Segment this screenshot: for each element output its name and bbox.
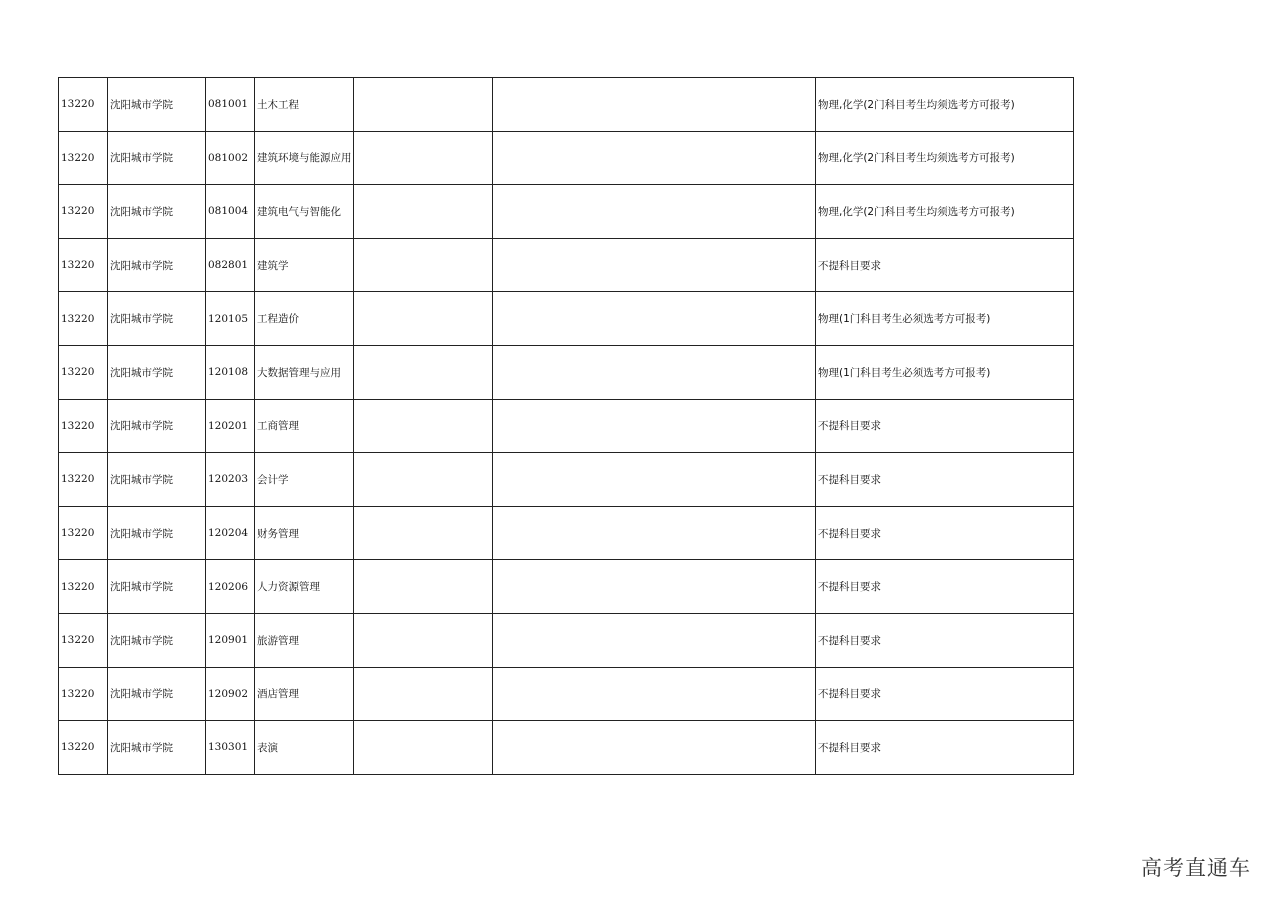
institution-code-cell: 13220 bbox=[59, 721, 108, 775]
table-row bbox=[59, 453, 1074, 507]
major-code-cell: 081001 bbox=[206, 78, 255, 132]
empty-cell bbox=[354, 667, 493, 721]
institution-name-cell: 沈阳城市学院 bbox=[108, 78, 206, 132]
institution-code-cell: 13220 bbox=[59, 613, 108, 667]
institution-code-cell: 13220 bbox=[59, 185, 108, 239]
institution-code-cell: 13220 bbox=[59, 345, 108, 399]
subject-requirement-cell: 不提科目要求 bbox=[816, 721, 1074, 775]
subject-requirement-cell: 物理(1门科目考生必须选考方可报考) bbox=[816, 345, 1074, 399]
empty-cell bbox=[354, 560, 493, 614]
major-name-cell: 旅游管理 bbox=[255, 613, 354, 667]
table-row bbox=[59, 506, 1074, 560]
major-code-cell: 120105 bbox=[206, 292, 255, 346]
institution-code-cell: 13220 bbox=[59, 667, 108, 721]
subject-requirement-cell: 不提科目要求 bbox=[816, 667, 1074, 721]
institution-name-cell: 沈阳城市学院 bbox=[108, 667, 206, 721]
major-name-cell: 大数据管理与应用 bbox=[255, 345, 354, 399]
empty-cell bbox=[493, 560, 816, 614]
institution-name-cell: 沈阳城市学院 bbox=[108, 238, 206, 292]
table-row bbox=[59, 78, 1074, 132]
major-code-cell: 120201 bbox=[206, 399, 255, 453]
empty-cell bbox=[493, 292, 816, 346]
empty-cell bbox=[354, 721, 493, 775]
institution-code-cell: 13220 bbox=[59, 399, 108, 453]
major-name-cell: 财务管理 bbox=[255, 506, 354, 560]
watermark-text: 高考直通车 bbox=[1141, 856, 1251, 880]
empty-cell bbox=[354, 131, 493, 185]
institution-code-cell: 13220 bbox=[59, 238, 108, 292]
institution-name-cell: 沈阳城市学院 bbox=[108, 185, 206, 239]
empty-cell bbox=[354, 506, 493, 560]
institution-name-cell: 沈阳城市学院 bbox=[108, 345, 206, 399]
empty-cell bbox=[354, 238, 493, 292]
requirements-table bbox=[58, 77, 1074, 775]
subject-requirement-cell: 物理(1门科目考生必须选考方可报考) bbox=[816, 292, 1074, 346]
major-name-cell: 工商管理 bbox=[255, 399, 354, 453]
empty-cell bbox=[493, 78, 816, 132]
table-row bbox=[59, 667, 1074, 721]
empty-cell bbox=[493, 345, 816, 399]
table-row bbox=[59, 185, 1074, 239]
subject-requirement-cell: 不提科目要求 bbox=[816, 399, 1074, 453]
institution-name-cell: 沈阳城市学院 bbox=[108, 399, 206, 453]
institution-code-cell: 13220 bbox=[59, 506, 108, 560]
major-name-cell: 人力资源管理 bbox=[255, 560, 354, 614]
empty-cell bbox=[493, 399, 816, 453]
subject-requirement-cell: 不提科目要求 bbox=[816, 238, 1074, 292]
major-name-cell: 会计学 bbox=[255, 453, 354, 507]
empty-cell bbox=[354, 292, 493, 346]
empty-cell bbox=[354, 453, 493, 507]
major-code-cell: 081002 bbox=[206, 131, 255, 185]
empty-cell bbox=[493, 667, 816, 721]
empty-cell bbox=[354, 185, 493, 239]
table-row bbox=[59, 238, 1074, 292]
empty-cell bbox=[493, 453, 816, 507]
institution-name-cell: 沈阳城市学院 bbox=[108, 506, 206, 560]
empty-cell bbox=[354, 613, 493, 667]
institution-code-cell: 13220 bbox=[59, 78, 108, 132]
major-code-cell: 120206 bbox=[206, 560, 255, 614]
table-row bbox=[59, 292, 1074, 346]
table-row bbox=[59, 399, 1074, 453]
major-code-cell: 120204 bbox=[206, 506, 255, 560]
major-name-cell: 酒店管理 bbox=[255, 667, 354, 721]
empty-cell bbox=[493, 721, 816, 775]
major-code-cell: 082801 bbox=[206, 238, 255, 292]
institution-name-cell: 沈阳城市学院 bbox=[108, 453, 206, 507]
major-code-cell: 120203 bbox=[206, 453, 255, 507]
major-code-cell: 120902 bbox=[206, 667, 255, 721]
empty-cell bbox=[493, 185, 816, 239]
major-code-cell: 120108 bbox=[206, 345, 255, 399]
subject-requirement-cell: 物理,化学(2门科目考生均须选考方可报考) bbox=[816, 131, 1074, 185]
major-name-cell: 建筑环境与能源应用 bbox=[255, 131, 354, 185]
table-row bbox=[59, 560, 1074, 614]
institution-name-cell: 沈阳城市学院 bbox=[108, 292, 206, 346]
major-code-cell: 120901 bbox=[206, 613, 255, 667]
subject-requirement-cell: 物理,化学(2门科目考生均须选考方可报考) bbox=[816, 78, 1074, 132]
major-name-cell: 工程造价 bbox=[255, 292, 354, 346]
institution-code-cell: 13220 bbox=[59, 560, 108, 614]
empty-cell bbox=[354, 399, 493, 453]
institution-name-cell: 沈阳城市学院 bbox=[108, 560, 206, 614]
subject-requirement-cell: 不提科目要求 bbox=[816, 613, 1074, 667]
subject-requirement-cell: 不提科目要求 bbox=[816, 506, 1074, 560]
subject-requirement-cell: 不提科目要求 bbox=[816, 453, 1074, 507]
table-row bbox=[59, 721, 1074, 775]
major-name-cell: 建筑电气与智能化 bbox=[255, 185, 354, 239]
subject-requirement-cell: 物理,化学(2门科目考生均须选考方可报考) bbox=[816, 185, 1074, 239]
empty-cell bbox=[354, 78, 493, 132]
table-row bbox=[59, 131, 1074, 185]
institution-name-cell: 沈阳城市学院 bbox=[108, 613, 206, 667]
institution-code-cell: 13220 bbox=[59, 453, 108, 507]
institution-name-cell: 沈阳城市学院 bbox=[108, 131, 206, 185]
major-name-cell: 土木工程 bbox=[255, 78, 354, 132]
institution-code-cell: 13220 bbox=[59, 131, 108, 185]
empty-cell bbox=[493, 238, 816, 292]
empty-cell bbox=[493, 131, 816, 185]
institution-code-cell: 13220 bbox=[59, 292, 108, 346]
major-name-cell: 建筑学 bbox=[255, 238, 354, 292]
empty-cell bbox=[493, 613, 816, 667]
major-name-cell: 表演 bbox=[255, 721, 354, 775]
empty-cell bbox=[493, 506, 816, 560]
table-row bbox=[59, 345, 1074, 399]
table-body bbox=[59, 78, 1074, 775]
major-code-cell: 130301 bbox=[206, 721, 255, 775]
subject-requirement-cell: 不提科目要求 bbox=[816, 560, 1074, 614]
institution-name-cell: 沈阳城市学院 bbox=[108, 721, 206, 775]
empty-cell bbox=[354, 345, 493, 399]
table-row bbox=[59, 613, 1074, 667]
major-code-cell: 081004 bbox=[206, 185, 255, 239]
